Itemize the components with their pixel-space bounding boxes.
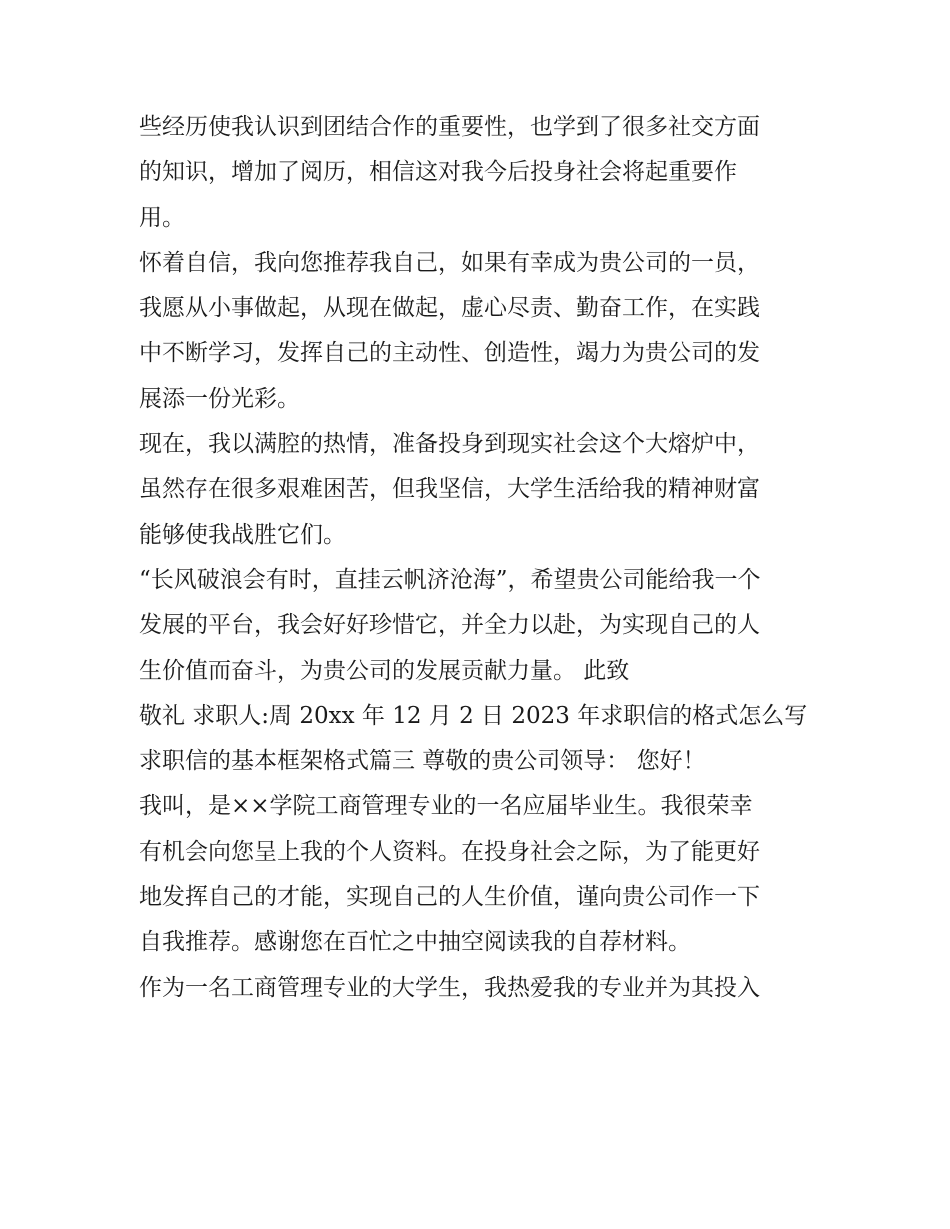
text-line: 虽然存在很多艰难困苦，但我坚信，大学生活给我的精神财富 (139, 476, 760, 503)
text-line: 地发挥自己的才能，实现自己的人生价值，谨向贵公司作一下 (139, 884, 760, 911)
text-line: 展添一份光彩。 (139, 385, 300, 412)
text-line: 生价值而奋斗，为贵公司的发展贡献力量。 此致 (139, 657, 630, 684)
text-line: 中不断学习，发挥自己的主动性、创造性，竭力为贵公司的发 (139, 340, 760, 367)
text-line: 能够使我战胜它们。 (139, 521, 346, 548)
text-line: 的知识，增加了阅历，相信这对我今后投身社会将起重要作 (139, 159, 737, 186)
text-line: 求职信的基本框架格式篇三 尊敬的贵公司领导： 您好！ (139, 748, 706, 775)
text-line: “长风破浪会有时，直挂云帆济沧海”，希望贵公司能给我一个 (139, 566, 761, 593)
body-text (139, 105, 819, 1011)
text-line: 有机会向您呈上我的个人资料。在投身社会之际，为了能更好 (139, 838, 760, 865)
text-line: 作为一名工商管理专业的大学生，我热爱我的专业并为其投入 (139, 974, 760, 1001)
text-line: 我叫，是××学院工商管理专业的一名应届毕业生。我很荣幸 (139, 793, 753, 820)
text-line: 我愿从小事做起，从现在做起，虚心尽责、勤奋工作，在实践 (139, 295, 760, 322)
text-line: 自我推荐。感谢您在百忙之中抽空阅读我的自荐材料。 (139, 929, 691, 956)
text-line: 现在，我以满腔的热情，准备投身到现实社会这个大熔炉中， (139, 431, 760, 458)
text-line: 敬礼 求职人:周 20xx 年 12 月 2 日 2023 年求职信的格式怎么写 (139, 702, 808, 729)
text-line: 用。 (139, 204, 185, 231)
text-line: 发展的平台，我会好好珍惜它，并全力以赴，为实现自己的人 (139, 612, 760, 639)
text-line: 些经历使我认识到团结合作的重要性，也学到了很多社交方面 (139, 114, 760, 140)
text-line: 怀着自信，我向您推荐我自己，如果有幸成为贵公司的一员， (139, 249, 760, 276)
